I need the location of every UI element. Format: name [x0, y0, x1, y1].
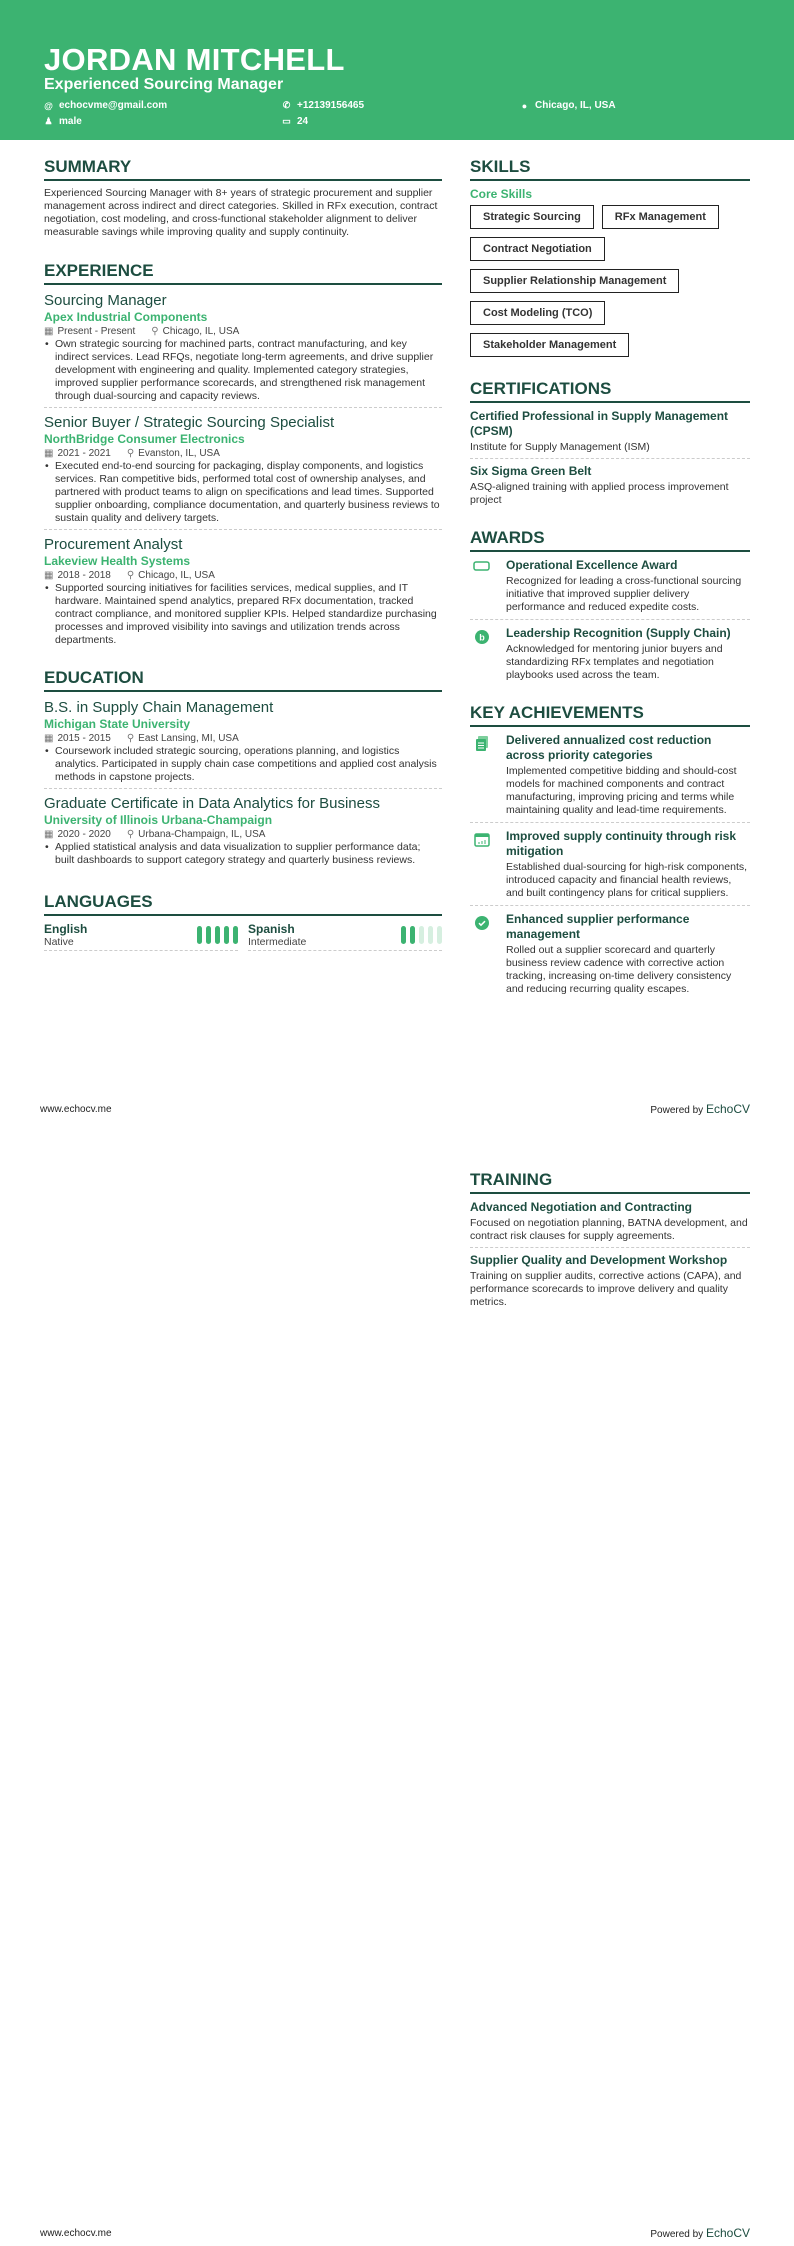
award-entry-description: Acknowledged for mentoring junior buyers and standardizing RFx templates and negotiation playbooks used across the team.: [506, 643, 723, 681]
skill-tag: Strategic Sourcing: [470, 205, 594, 229]
calendar-icon: ▦: [44, 733, 54, 744]
education-entry-location: Urbana-Champaign, IL, USA: [138, 829, 266, 840]
education-entry-description: • Coursework included strategic sourcing, operations planning, and logistics analytics. Participated in supply chain case competitions and applied cost analysis methods in capstone projects.: [44, 745, 442, 784]
certification-entry: [470, 409, 750, 459]
skill-tag: RFx Management: [602, 205, 719, 229]
experience-entry: [44, 291, 442, 408]
calendar-icon: ▦: [44, 326, 54, 337]
certification-entry-title: Six Sigma Green Belt: [470, 464, 592, 478]
certification-entry-description: Institute for Supply Management (ISM): [470, 441, 650, 453]
language-level-bar: [206, 926, 211, 944]
summary-heading: SUMMARY: [44, 157, 442, 181]
phone-icon: ✆: [282, 100, 291, 110]
calendar-icon: ▦: [44, 570, 54, 581]
experience-entry-location: Chicago, IL, USA: [138, 570, 215, 581]
experience-entry-organization: NorthBridge Consumer Electronics: [44, 432, 245, 446]
education-entry: [44, 698, 442, 789]
achievement-entry-description: Established dual-sourcing for high-risk components, introduced capacity and financial health reviews, and built contingency plans for critical suppliers.: [506, 861, 748, 899]
education-entry-dates: 2020 - 2020: [57, 829, 111, 840]
language-level-bar: [419, 926, 424, 944]
award-entry: [470, 626, 750, 687]
award-entry-title: Leadership Recognition (Supply Chain): [506, 626, 731, 640]
experience-entry-dates: Present - Present: [57, 326, 136, 337]
education-entry-location: East Lansing, MI, USA: [138, 733, 239, 744]
badge-icon: [470, 626, 494, 682]
at-icon: @: [44, 100, 53, 111]
experience-entry-title: Sourcing Manager: [44, 292, 167, 309]
award-entry: [470, 558, 750, 620]
award-entry-description: Recognized for leading a cross-functional sourcing initiative that improved supplier delivery performance and reduced expedite costs.: [506, 575, 742, 613]
clipboard-icon: [470, 733, 494, 817]
education-entry-title: B.S. in Supply Chain Management: [44, 699, 274, 716]
footer-powered: Powered by EchoCV: [650, 1102, 750, 1116]
skill-tag: Contract Negotiation: [470, 237, 605, 261]
education-entry-organization: University of Illinois Urbana-Champaign: [44, 813, 273, 827]
location-pin-icon: ●: [521, 100, 528, 111]
language-level: Intermediate: [248, 936, 307, 948]
footer-site-page2: www.echocv.me: [40, 2228, 112, 2239]
training-entry: [470, 1253, 750, 1313]
training-entry-description: Focused on negotiation planning, BATNA development, and contract risk clauses for supply agreements.: [470, 1217, 748, 1242]
resume-header: [0, 0, 794, 140]
contact-age: ▭ 24: [282, 116, 309, 127]
language-level: Native: [44, 936, 74, 948]
calendar-icon: ▦: [44, 829, 54, 840]
training-entry-description: Training on supplier audits, corrective actions (CAPA), and performance scorecards to improve delivery and quality metrics.: [470, 1270, 742, 1308]
skills-heading: SKILLS: [470, 157, 750, 181]
awards-heading: AWARDS: [470, 528, 750, 552]
achievements-heading: KEY ACHIEVEMENTS: [470, 703, 750, 727]
certification-entry-title: Certified Professional in Supply Management (CPSM): [470, 409, 729, 438]
experience-entry-description: • Supported sourcing initiatives for facilities services, medical supplies, and IT hardware. Maintained spend analytics, prepared RFx documentation, tracked contract compliance, and monitored supplier KPIs. Helped standardize purchasing processes and improved visibility into savings and utilization trends across departments.: [44, 582, 442, 647]
experience-entry-title: Senior Buyer / Strategic Sourcing Specialist: [44, 414, 335, 431]
achievement-entry-description: Implemented competitive bidding and should-cost models for machined components and contract manufacturing, improving pricing and terms while maintaining quality and lead-time requirements.: [506, 765, 737, 816]
person-icon: ♟: [44, 116, 53, 126]
experience-heading: EXPERIENCE: [44, 261, 442, 285]
experience-entry-location: Evanston, IL, USA: [138, 448, 220, 459]
experience-entry-organization: Lakeview Health Systems: [44, 554, 191, 568]
education-entry-title: Graduate Certificate in Data Analytics for Business: [44, 795, 380, 812]
training-entry-title: Advanced Negotiation and Contracting: [470, 1200, 693, 1214]
experience-entry-dates: 2021 - 2021: [57, 448, 111, 459]
certification-entry-description: ASQ-aligned training with applied process improvement project: [470, 481, 729, 506]
certifications-heading: CERTIFICATIONS: [470, 379, 750, 403]
training-heading: TRAINING: [470, 1170, 750, 1194]
location-pin-icon: ⚲: [126, 829, 135, 840]
language-level-bar: [215, 926, 220, 944]
candidate-name: JORDAN MITCHELL: [44, 42, 345, 77]
language-level-bar: [224, 926, 229, 944]
education-entry: [44, 794, 442, 871]
achievement-entry-title: Enhanced supplier performance management: [506, 912, 690, 941]
experience-entry-location: Chicago, IL, USA: [162, 326, 240, 337]
experience-entry-organization: Apex Industrial Components: [44, 310, 208, 324]
language-item: [44, 922, 238, 951]
summary-text: Experienced Sourcing Manager with 8+ years of strategic procurement and supplier management across indirect and direct categories. Skilled in RFx execution, contract negotiation, cost modeling, and cross-functional stakeholder alignment to deliver measurable savings while improving quality and supply continuity.: [44, 187, 438, 238]
languages-heading: LANGUAGES: [44, 892, 442, 916]
language-item: [248, 922, 442, 951]
achievement-entry-title: Improved supply continuity through risk mitigation: [506, 829, 737, 858]
footer-powered-page2: Powered by EchoCV: [650, 2226, 750, 2240]
experience-entry-description: • Own strategic sourcing for machined parts, contract manufacturing, and key indirect services. Lead RFQs, negotiate long-term agreements, and drive supplier development with engineering and quality. Implemented category strategies, improved supplier performance scorecards, and strengthened risk management through dual-sourcing and capacity reviews.: [44, 338, 442, 403]
svg-text:b: b: [479, 632, 485, 643]
location-pin-icon: ⚲: [126, 733, 135, 744]
education-entry-description: • Applied statistical analysis and data visualization to supplier performance data; built dashboards to support category strategy and quarterly business reviews.: [44, 841, 442, 867]
award-entry-title: Operational Excellence Award: [506, 558, 678, 572]
achievement-entry: [470, 912, 750, 1001]
skill-tag: Supplier Relationship Management: [470, 269, 679, 293]
calendar-chart-icon: [470, 829, 494, 900]
calendar-icon: ▭: [282, 116, 291, 126]
contact-location: ● Chicago, IL, USA: [521, 100, 616, 111]
experience-entry-description: • Executed end-to-end sourcing for packaging, display components, and logistics services. Ran competitive bids, performed total cost of ownership analyses, and partnered with product teams to align on specifications and lead times. Supported supplier onboarding, compliance documentation, and quarterly business reviews to sustain quality and delivery targets.: [44, 460, 442, 525]
contact-gender: ♟ male: [44, 116, 82, 127]
training-entry: [470, 1200, 750, 1248]
battery-icon: [470, 558, 494, 614]
experience-entry: [44, 535, 442, 651]
achievement-entry-description: Rolled out a supplier scorecard and quarterly business review cadence with corrective action tracking, increasing on-time delivery consistency and reducing recurring quality escapes.: [506, 944, 732, 995]
page2-right-column: [470, 1170, 750, 1318]
language-level-bar: [401, 926, 406, 944]
education-heading: EDUCATION: [44, 668, 442, 692]
language-level-bar: [437, 926, 442, 944]
achievement-entry: [470, 829, 750, 906]
language-level-bar: [233, 926, 238, 944]
skills-group: Core Skills: [470, 187, 533, 201]
experience-entry-dates: 2018 - 2018: [57, 570, 111, 581]
contact-email: @ echocvme@gmail.com: [44, 100, 168, 111]
check-circle-icon: [470, 912, 494, 996]
experience-entry: [44, 413, 442, 530]
location-pin-icon: ⚲: [126, 448, 135, 459]
language-level-bar: [428, 926, 433, 944]
language-name: Spanish: [248, 922, 295, 936]
location-pin-icon: ⚲: [151, 326, 159, 337]
certification-entry: [470, 464, 750, 511]
skill-tag: Stakeholder Management: [470, 333, 629, 357]
education-entry-organization: Michigan State University: [44, 717, 191, 731]
contact-phone: ✆ +12139156465: [282, 100, 365, 111]
candidate-title: Experienced Sourcing Manager: [44, 76, 284, 93]
education-entry-dates: 2015 - 2015: [57, 733, 111, 744]
achievement-entry-title: Delivered annualized cost reduction across priority categories: [506, 733, 712, 762]
language-level-bar: [197, 926, 202, 944]
language-level-bar: [410, 926, 415, 944]
footer-site: www.echocv.me: [40, 1104, 112, 1115]
calendar-icon: ▦: [44, 448, 54, 459]
language-name: English: [44, 922, 88, 936]
skill-tag: Cost Modeling (TCO): [470, 301, 605, 325]
location-pin-icon: ⚲: [126, 570, 135, 581]
training-entry-title: Supplier Quality and Development Workshop: [470, 1253, 728, 1267]
achievement-entry: [470, 733, 750, 823]
left-column: [44, 157, 442, 951]
experience-entry-title: Procurement Analyst: [44, 536, 183, 553]
right-column: [470, 157, 750, 1007]
